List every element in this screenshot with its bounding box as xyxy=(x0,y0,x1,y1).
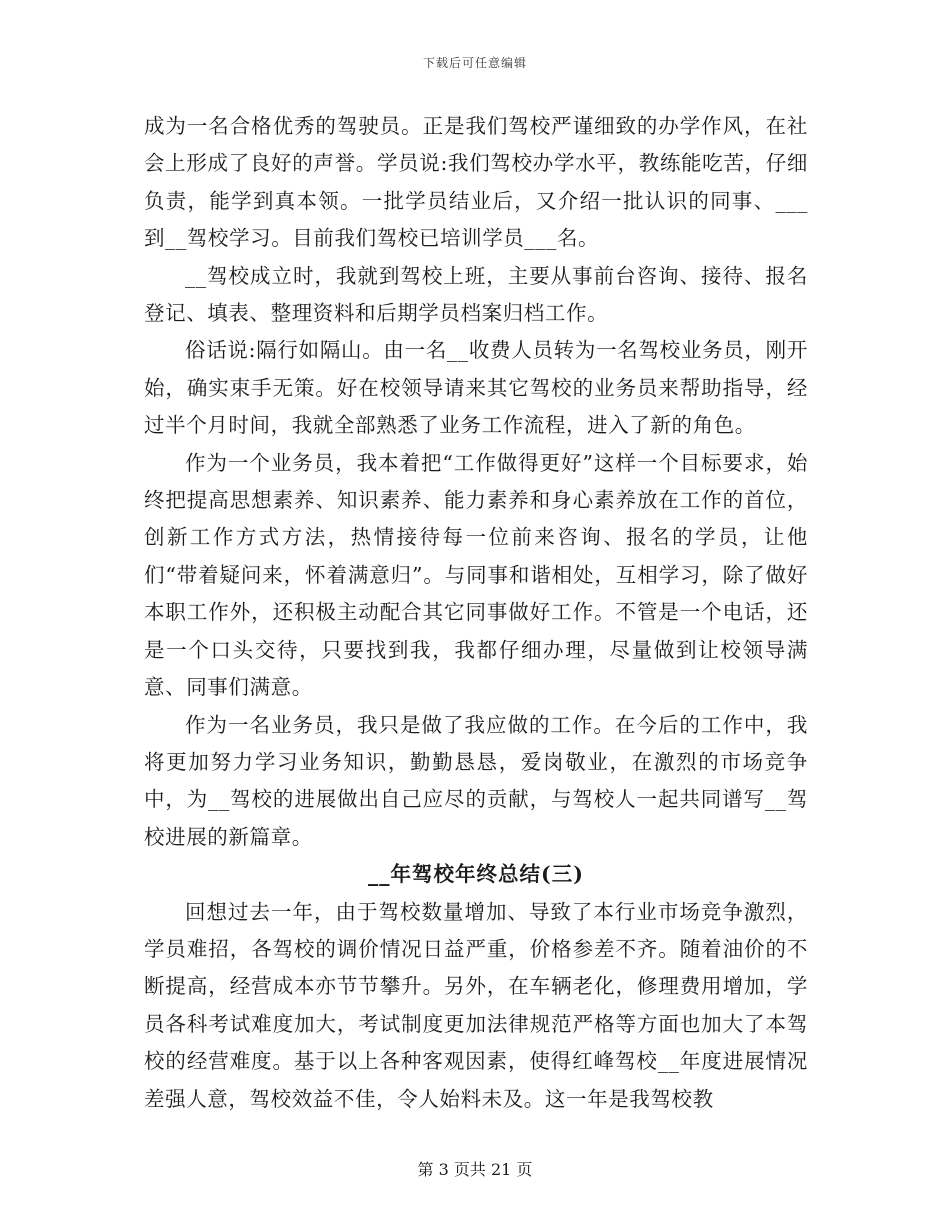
section-title: __年驾校年终总结(三) xyxy=(368,862,584,887)
document-body xyxy=(144,108,808,1118)
paragraph-future-plans: 作为一名业务员，我只是做了我应做的工作。在今后的工作中，我将更加努力学习业务知识，勤勤恳恳，爱岗敬业，在激烈的市场竞争中，为__驾校的进展做出自己应尽的贡献，与驾校人一起共同谱写__驾校进展的新篇章。 xyxy=(144,712,808,849)
paragraph-role-change: 俗话说:隔行如隔山。由一名__收费人员转为一名驾校业务员，刚开始，确实束手无策。好在校领导请来其它驾校的业务员来帮助指导，经过半个月时间，我就全部熟悉了业务工作流程，进入了新的角色。 xyxy=(144,338,808,438)
paragraph-school-founding: __驾校成立时，我就到驾校上班，主要从事前台咨询、接待、报名登记、填表、整理资料和后期学员档案归档工作。 xyxy=(144,263,808,326)
paragraph-year-review: 回想过去一年，由于驾校数量增加、导致了本行业市场竞争激烈，学员难招，各驾校的调价情况日益严重，价格参差不齐。随着油价的不断提高，经营成本亦节节攀升。另外，在车辆老化，修理费用增加，学员各科考试难度加大，考试制度更加法律规范严格等方面也加大了本驾校的经营难度。基于以上各种客观因素，使得红峰驾校__年度进展情况差强人意，驾校效益不佳，令人始料未及。这一年是我驾校教 xyxy=(144,899,808,1111)
paragraph-continuation: 成为一名合格优秀的驾驶员。正是我们驾校严谨细致的办学作风，在社会上形成了良好的声誉。学员说:我们驾校办学水平，教练能吃苦，仔细负责，能学到真本领。一批学员结业后，又介绍一批认识的同事、___到__驾校学习。目前我们驾校已培训学员___名。 xyxy=(144,114,808,251)
paragraph-work-attitude: 作为一个业务员，我本着把“工作做得更好”这样一个目标要求，始终把提高思想素养、知识素养、能力素养和身心素养放在工作的首位，创新工作方式方法，热情接待每一位前来咨询、报名的学员，让他们“带着疑问来，怀着满意归”。与同事和谐相处，互相学习，除了做好本职工作外，还积极主动配合其它同事做好工作。不管是一个电话，还是一个口头交待，只要找到我，我都仔细办理，尽量做到让校领导满意、同事们满意。 xyxy=(144,450,808,700)
page-number-footer: 第 3 页共 21 页 xyxy=(417,1160,533,1179)
page-header: 下载后可任意编辑 xyxy=(422,56,527,70)
